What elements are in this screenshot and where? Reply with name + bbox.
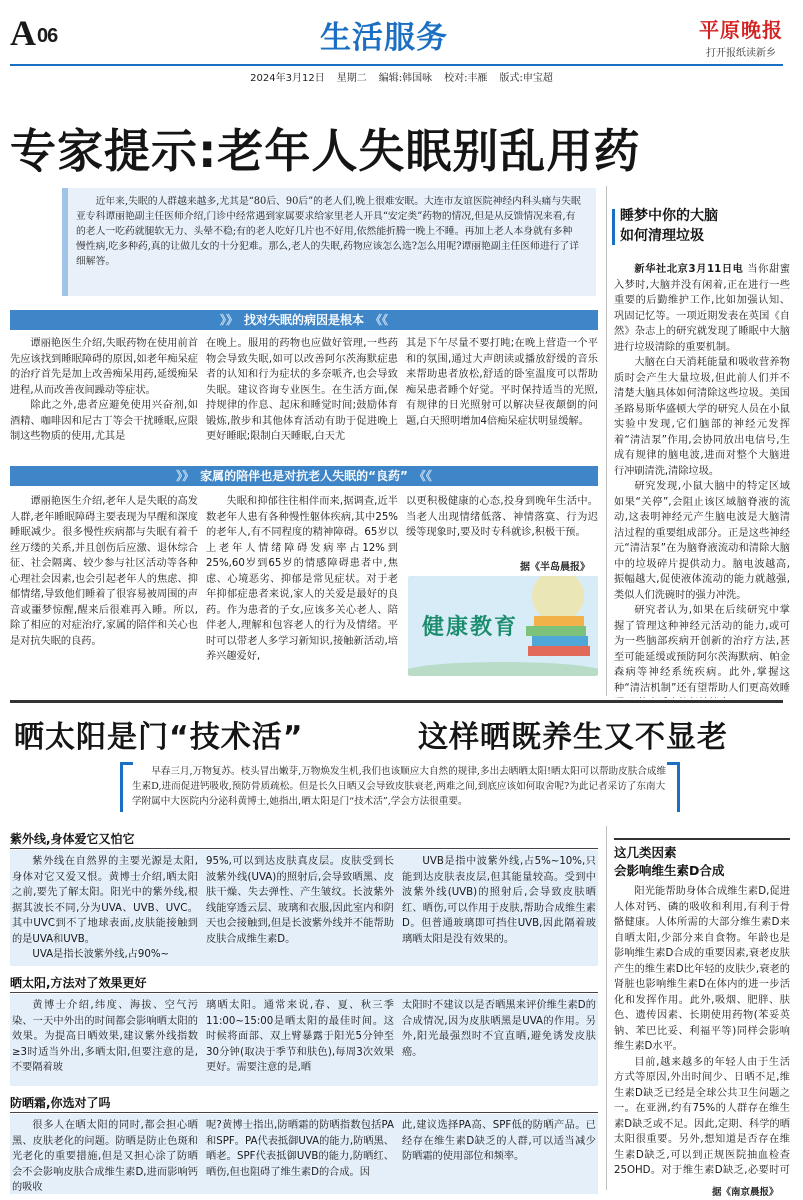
- sec-uv-rule: [10, 848, 598, 849]
- sidebar2-body: 阳光能帮助身体合成维生素D,促进人体对钙、磷的吸收和利用,有利于骨骼健康。人体所需的大部分维生素D来自晒太阳,少部分来自食物。年龄也是影响维生素D合成的重要因素,衰老皮肤产生的维生素D比年轻的皮肤少,衰老的肾脏也影响维生素D在体内的进一步活化和发挥作用。此外,吸烟、肥胖、肤色、遗传因素、长期使用药物(苯妥英钠、苯巴比妥、利福平等)同样会影响维生素D水平。 目前,越来越多的年轻人由于生活方式等原因,外出时间少、日晒不足,维生素D缺乏已经是全球公共卫生问题之一。在亚洲,约有75%的人群存在维生素D缺乏或不足。因此,定期、科学的晒太阳很重要。另外,想知道是否存在维生素D缺乏,可以到正规医院抽血检查25OHD。对于维生素D缺乏,必要时可: [614, 886, 790, 1176]
- top-rule: [10, 64, 783, 66]
- sec-sunscreen-col3: 此,建议选择PA高、SPF低的防晒产品。已经存在维生素D缺乏的人群,可以适当减少防晒霜的使用部位和频率。: [402, 1120, 596, 1162]
- logo-slogan: 打开报纸读新乡: [706, 48, 776, 59]
- article1-s2-col2: 失眠和抑郁往往相伴而来,据调查,近半数老年人患有各种慢性躯体疾病,其中25%的老年人,有不同程度的精神障碍。65岁以上老年人情绪障碍发病率占12%到25%,60岁到65岁的情感障碍患者中,焦虑、心境恶劣、抑郁是常见症状。对于老年抑郁症患者来说,家人的关爱是最好的良药。作为患者的子女,应该多关心老人、陪伴老人,理解和包容老人的行为及情绪。平时可以带老人多学习新知识,接触新活动,培养兴趣爱好,: [206, 496, 398, 662]
- section-title: 生活服务: [320, 20, 448, 56]
- sidebar1-title: 睡梦中你的大脑 如何清理垃圾: [620, 208, 718, 244]
- sec-sunscreen-title: 防晒霜,你选对了吗: [10, 1096, 111, 1110]
- logo-text: 平原晚报: [699, 18, 783, 42]
- article2-lead: 早春三月,万物复苏。枝头冒出嫩芽,万物焕发生机,我们也该顺应大自然的规律,多出去晒晒太阳!晒太阳可以帮助皮肤合成维生素D,进而促进钙吸收,预防骨质疏松。但是长久日晒又会导致皮肤衰老,两难之间,到底应该如何取舍呢?为此记者采访了东南大学附属中大医院内分泌科黄博士,她指出,晒太阳是门“技术活”,学会方法很重要。: [120, 762, 680, 812]
- sidebar1-body: 新华社北京3月11日电 当你甜蜜入梦时,大脑并没有闲着,正在进行一些重要的后勤维护工作,比如加强认知、巩固记忆等。一项近期发表在英国《自然》杂志上的研究就发现了睡眠中大脑进行垃圾清除的重要机制。 大脑在白天消耗能量和吸收营养物质时会产生大量垃圾,但此前人们并不清楚大脑具体如何清除这些垃圾。美国圣路易斯华盛顿大学的研究人员在小鼠实验中发现,它们脑部的神经元发挥着“清洁泵”作用,会协同放出电信号,生成有规律的脑电波,进而对整个大脑进行冲刷清洗,清除垃圾。 研究发现,小鼠大脑中的特定区域如果“关停”,会阻止该区域脑脊液的流动,这表明神经元产生脑电波是大脑清洁过程的重要组成部分。正是这些神经元“清洁泵”在为脑脊液流动和清除大脑中的垃圾碎片提供动力。脑电波越高,振幅越大,促使液体流动的能力就越强,类似人们洗碗时的强力冲洗。 研究者认为,如果在后续研究中掌握了管理这种神经元活动的能力,或可为一些脑部疾病开创新的治疗方法,甚至可能延缓或预防阿尔茨海默病、帕金森病等神经系统疾病。此外,掌握这种“清洁机制”还有望帮助人们更高效睡: [614, 264, 790, 694]
- section-divider: [10, 700, 783, 703]
- health-education-illustration: [408, 576, 598, 676]
- article1-s2-col1: 谭丽艳医生介绍,老年人是失眠的高发人群,老年睡眠障碍主要表现为早醒和深度睡眠减少。很多慢性疾病都与失眠有着千丝万缕的关系,并且创伤后应激、退休综合征、社会隔离、较少参与社区活动等各种心理社会因素,也会引起老年人的焦虑、抑郁情绪,导致他们睡着了很容易被周围的声音或噩梦惊醒,醒来后很难再入睡。所以,除了相应的对症治疗,家属的陪伴和关心也是对抗失眠的良药。: [10, 496, 198, 647]
- sec-uv-col1: 紫外线在自然界的主要光源是太阳,身体对它又爱又恨。黄博士介绍,晒太阳之前,要先了解太阳。阳光中的紫外线,根据其波长不同,分为UVA、UVB、UVC。其中UVC到不了地球表面,皮肤能接触到的是UVA和UVB。 UVA是指长波紫外线,占90%~: [12, 856, 198, 960]
- sec-sunscreen-col1: 很多人在晒太阳的同时,都会担心晒黑、皮肤老化的问题。防晒是防止色斑和光老化的重要措施,但是又担心涂了防晒会不会影响皮肤合成维生素D,进而影响钙的吸收: [12, 1120, 198, 1193]
- newspaper-logo: [699, 14, 783, 59]
- column-divider-2: [606, 826, 607, 1190]
- article1-s1-col3: 其是下午尽量不要打盹;在晚上营造一个平和的氛围,通过大声朗读或播放舒缓的音乐来帮助患者放松,舒适的卧室温度可以帮助痴呆患者睡个好觉。平时保持适当的光照,有规律的日光照射可以解决昼夜颠倒的问题,白天照明增加4倍痴呆症状明显缓解。: [406, 338, 598, 427]
- article1-lead: 近年来,失眠的人群越来越多,尤其是“80后、90后”的老人们,晚上很难安眠。大连市友谊医院神经内科头痛与失眠亚专科谭丽艳副主任医师介绍,门诊中经常遇到家属要求给家里老人开具“安定类”药物的情况,但是从反馈情况来看,有的老人一吃药就腿软无力、头晕不稳;有的老人吃好几片也不好用,依然能折腾一晚上不睡。再加上老人本身就有多种慢性病,吃多种药,真的让做儿女的十分犯难。那么,老人的失眠,药物应该怎么选?怎么用呢?谭丽艳副主任医师进行了详细解答。: [62, 188, 596, 296]
- subhead-cause: 》》 找对失眠的病因是根本 《《: [10, 310, 598, 330]
- sidebar2-source: 据《南京晨报》: [712, 1187, 779, 1198]
- sidebar2-title: 这几类因素 会影响维生素D合成: [614, 838, 790, 880]
- sec-method-title: 晒太阳,方法对了效果更好: [10, 976, 147, 990]
- article1-headline: 专家提示:老年人失眠别乱用药: [10, 124, 641, 178]
- article1-source: 据《半岛晨报》: [520, 562, 590, 573]
- article1-s2-col3: 以更积极健康的心态,投身到晚年生活中。当老人出现情绪低落、神情落寞、行为迟缓等现象时,要及时专科就诊,积极干预。: [406, 496, 598, 538]
- sec-sunscreen-col2: 呢?黄博士指出,防晒霜的防晒指数包括PA和SPF。PA代表抵御UVA的能力,防晒黑、晒老。SPF代表抵御UVB的能力,防晒红、晒伤,但也阻碍了维生素D的合成。因: [206, 1120, 394, 1178]
- article2-headline-b: 这样晒既养生又不显老: [418, 720, 728, 755]
- dateline: 2024年3月12日 星期二 编辑:韩国咏 校对:丰雁 版式:申宝超: [250, 73, 553, 84]
- sec-method-col1: 黄博士介绍,纬度、海拔、空气污染、一天中外出的时间都会影响晒太阳的效果。为提高日晒效果,建议紫外线指数≥3时适当外出,多晒太阳,但要注意的是,不要隔着玻: [12, 1000, 198, 1073]
- sec-uv-col2: 95%,可以到达皮肤真皮层。皮肤受到长波紫外线(UVA)的照射后,会导致晒黑、皮肤干燥、失去弹性、产生皱纹。长波紫外线能穿透云层、玻璃和衣服,因此室内和阴天也会接触到,但是长波紫外线并不能帮助皮肤合成维生素D。: [206, 856, 394, 945]
- article2-headline-a: 晒太阳是门“技术活”: [14, 720, 304, 755]
- article1-s1-col2: 在晚上。服用的药物也应做好管理,一些药物会导致失眠,如可以改善阿尔茨海默症患者的认知和行为症状的多奈哌齐,也会导致失眠。建议咨询专业医生。在生活方面,保持规律的作息、起床和睡觉时间;鼓励体育锻炼,散步和其他体育活动有助于促进晚上更好睡眠;限制白天睡眠,白天尤: [206, 338, 398, 442]
- sec-method-col2: 璃晒太阳。通常来说,春、夏、秋三季11:00~15:00是晒太阳的最佳时间。这时候将面部、双上臂暴露于阳光5分钟至30分钟(取决于季节和肤色),每周3次效果更好。需要注意的是,晒: [206, 1000, 394, 1073]
- sec-method-col3: 太阳时不建议以是否晒黑来评价维生素D的合成情况,因为皮肤晒黑是UVA的作用。另外,阳光最强烈时不宜直晒,避免诱发皮肤癌。: [402, 1000, 596, 1058]
- article1-s1-col1: 谭丽艳医生介绍,失眠药物在使用前首先应该找到睡眠障碍的原因,如老年痴呆症的治疗首先是加上改善痴呆用药,延缓痴呆进程,从而改善夜间躁动等症状。 除此之外,患者应避免使用兴奋剂,如酒精、咖啡因和尼古丁等会干扰睡眠,应限制这些物质的使用,尤其是: [10, 338, 198, 442]
- page-number: A 06: [10, 13, 58, 53]
- sec-sunscreen-rule: [10, 1112, 598, 1113]
- health-education-title: 健康教育: [422, 615, 519, 640]
- sec-method-rule: [10, 992, 598, 993]
- sec-uv-col3: UVB是指中波紫外线,占5%~10%,只能到达皮肤表皮层,但其能量较高。受到中波紫外线(UVB)的照射后,会导致皮肤晒红、晒伤,可以作用于皮肤,帮助合成维生素D。但普通玻璃即可挡住UVB,因此隔着玻璃晒太阳是没有效果的。: [402, 856, 596, 945]
- sec-uv-title: 紫外线,身体爱它又怕它: [10, 832, 135, 846]
- subhead-companionship: 》》 家属的陪伴也是对抗老人失眠的“良药” 《《: [10, 466, 598, 486]
- column-divider: [606, 186, 607, 696]
